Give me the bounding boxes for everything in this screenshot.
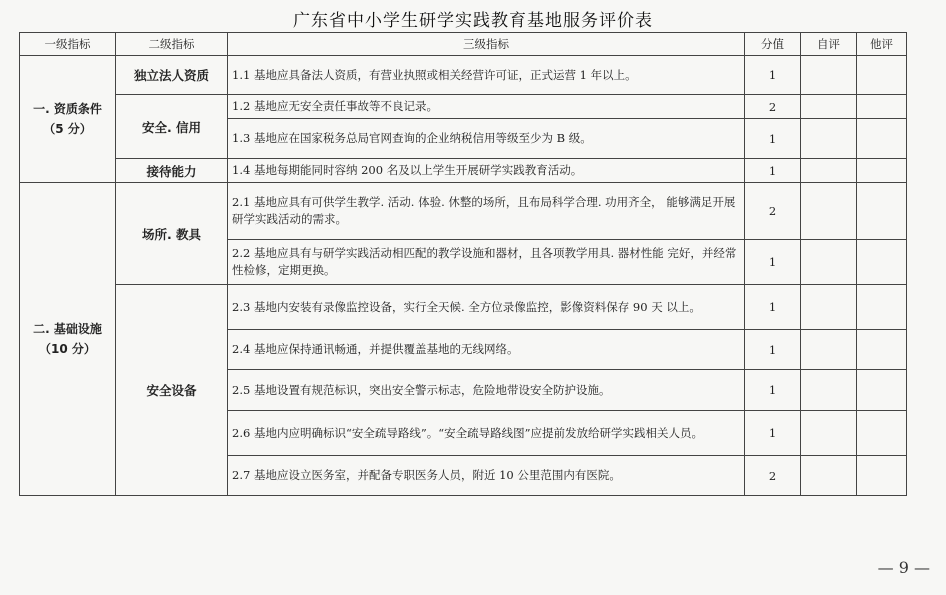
score-cell: 1 — [745, 159, 801, 183]
self-eval-cell[interactable] — [801, 370, 857, 411]
table-row — [20, 56, 907, 95]
score-cell: 2 — [745, 456, 801, 496]
score-cell: 1 — [745, 285, 801, 330]
self-eval-cell[interactable] — [801, 411, 857, 456]
page-number: — 9 — — [877, 558, 930, 577]
self-eval-cell[interactable] — [801, 330, 857, 370]
level3-text: 2.3 基地内安装有录像监控设备，实行全天候. 全方位录像监控，影像资料保存 90 天 以上。 — [228, 285, 745, 330]
level2-cell: 独立法人资质 — [116, 56, 228, 95]
other-eval-cell[interactable] — [857, 240, 907, 285]
other-eval-cell[interactable] — [857, 119, 907, 159]
header-level2: 二级指标 — [116, 33, 228, 56]
level3-text: 2.6 基地内应明确标识“安全疏导路线”。“安全疏导路线图”应提前发放给研学实践相关人员。 — [228, 411, 745, 456]
level1-name: 一. 资质条件 — [33, 102, 102, 116]
level1-points: （5 分） — [43, 122, 92, 136]
other-eval-cell[interactable] — [857, 411, 907, 456]
other-eval-cell[interactable] — [857, 56, 907, 95]
level3-text: 1.4 基地每期能同时容纳 200 名及以上学生开展研学实践教育活动。 — [228, 159, 745, 183]
level2-cell: 安全. 信用 — [116, 95, 228, 159]
level3-text: 2.5 基地设置有规范标识，突出安全警示标志，危险地带设安全防护设施。 — [228, 370, 745, 411]
self-eval-cell[interactable] — [801, 240, 857, 285]
score-cell: 2 — [745, 183, 801, 240]
level1-qualification — [20, 56, 116, 183]
self-eval-cell[interactable] — [801, 285, 857, 330]
score-cell: 1 — [745, 370, 801, 411]
table-row — [20, 95, 907, 119]
self-eval-cell[interactable] — [801, 159, 857, 183]
level1-points: （10 分） — [39, 342, 96, 356]
self-eval-cell[interactable] — [801, 456, 857, 496]
level2-cell: 接待能力 — [116, 159, 228, 183]
self-eval-cell[interactable] — [801, 95, 857, 119]
self-eval-cell[interactable] — [801, 56, 857, 95]
level2-cell: 场所. 教具 — [116, 183, 228, 285]
level1-name: 二. 基础设施 — [33, 322, 102, 336]
level3-text: 1.1 基地应具备法人资质，有营业执照或相关经营许可证，正式运营 1 年以上。 — [228, 56, 745, 95]
score-cell: 1 — [745, 411, 801, 456]
evaluation-table — [19, 32, 907, 496]
table-row — [20, 285, 907, 330]
header-level1: 一级指标 — [20, 33, 116, 56]
table-header-row — [20, 33, 907, 56]
other-eval-cell[interactable] — [857, 456, 907, 496]
score-cell: 1 — [745, 240, 801, 285]
self-eval-cell[interactable] — [801, 119, 857, 159]
level3-text: 2.7 基地应设立医务室，并配备专职医务人员，附近 10 公里范围内有医院。 — [228, 456, 745, 496]
score-cell: 1 — [745, 119, 801, 159]
table-row — [20, 159, 907, 183]
score-cell: 2 — [745, 95, 801, 119]
level3-text: 1.2 基地应无安全责任事故等不良记录。 — [228, 95, 745, 119]
level2-cell: 安全设备 — [116, 285, 228, 496]
other-eval-cell[interactable] — [857, 330, 907, 370]
level1-infrastructure — [20, 183, 116, 496]
other-eval-cell[interactable] — [857, 370, 907, 411]
other-eval-cell[interactable] — [857, 183, 907, 240]
level3-text: 2.2 基地应具有与研学实践活动相匹配的教学设施和器材，且各项教学用具. 器材性能 完好，并经常性检修，定期更换。 — [228, 240, 745, 285]
other-eval-cell[interactable] — [857, 95, 907, 119]
level3-text: 1.3 基地应在国家税务总局官网查询的企业纳税信用等级至少为 B 级。 — [228, 119, 745, 159]
level3-text: 2.4 基地应保持通讯畅通，并提供覆盖基地的无线网络。 — [228, 330, 745, 370]
score-cell: 1 — [745, 330, 801, 370]
page-title: 广东省中小学生研学实践教育基地服务评价表 — [293, 11, 653, 31]
header-level3: 三级指标 — [228, 33, 745, 56]
header-score: 分值 — [745, 33, 801, 56]
table-row — [20, 183, 907, 240]
level3-text: 2.1 基地应具有可供学生教学. 活动. 体验. 休整的场所，且布局科学合理. 功用齐全， 能够满足开展研学实践活动的需求。 — [228, 183, 745, 240]
self-eval-cell[interactable] — [801, 183, 857, 240]
score-cell: 1 — [745, 56, 801, 95]
header-self-eval: 自评 — [801, 33, 857, 56]
other-eval-cell[interactable] — [857, 285, 907, 330]
other-eval-cell[interactable] — [857, 159, 907, 183]
header-other-eval: 他评 — [857, 33, 907, 56]
